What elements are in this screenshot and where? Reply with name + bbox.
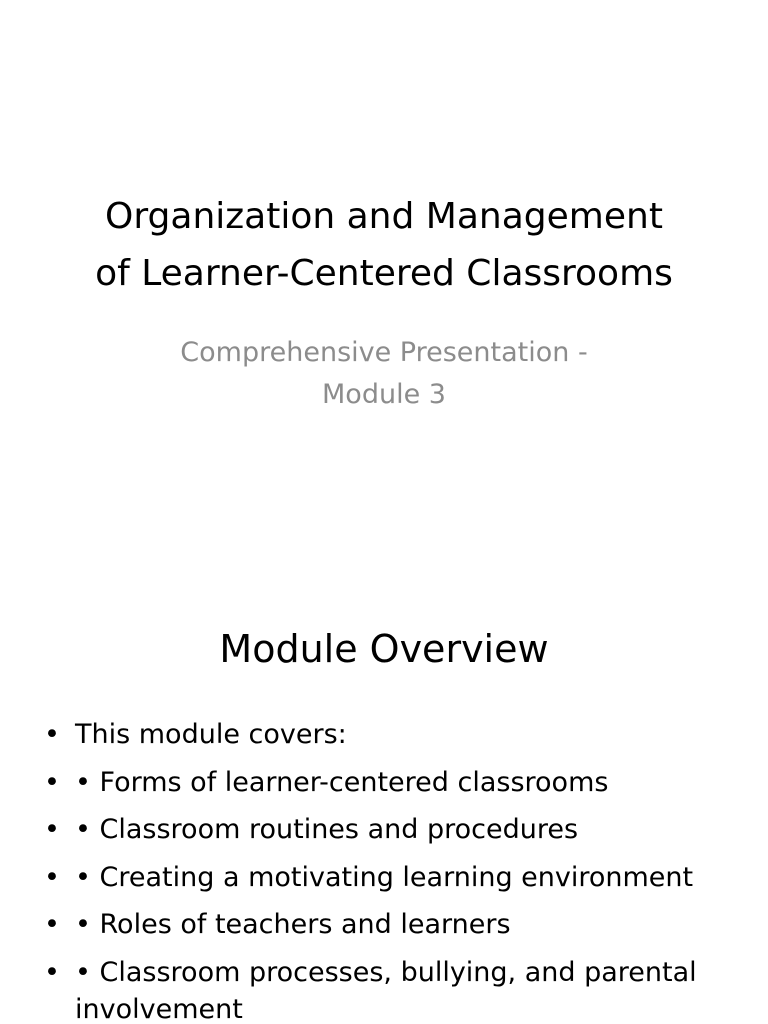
bullet-marker: •: [44, 766, 60, 798]
bullet-marker: •: [44, 814, 60, 845]
list-item-text: • Forms of learner-centered classrooms: [75, 766, 609, 798]
slide-subtitle-line-2: Module 3: [322, 379, 446, 410]
slide-title-line-1: Organization and Management: [105, 196, 663, 237]
bullet-marker: •: [44, 909, 60, 940]
bullet-marker: •: [44, 719, 60, 750]
slide-subtitle-line-1: Comprehensive Presentation -: [180, 337, 588, 368]
bullet-marker: •: [44, 861, 60, 893]
list-item-text: • Classroom processes, bullying, and parental involvement: [75, 956, 697, 1024]
slide-title: [40, 188, 728, 302]
overview-slide: [0, 576, 768, 1024]
slide-title-line-2: of Learner-Centered Classrooms: [95, 253, 673, 294]
list-item: [42, 811, 722, 848]
list-item-text: • Roles of teachers and learners: [75, 909, 511, 940]
overview-bullet-list: [42, 716, 722, 1024]
list-item-text: • Creating a motivating learning environment: [75, 861, 694, 893]
list-item: [42, 764, 722, 801]
list-item: [42, 859, 722, 896]
list-item: [42, 716, 722, 753]
list-item: [42, 954, 722, 1024]
overview-heading: Module Overview: [219, 627, 549, 671]
list-item-text: • Classroom routines and procedures: [75, 814, 579, 845]
list-item-text: This module covers:: [75, 719, 347, 750]
bullet-marker: •: [44, 956, 60, 988]
slide-subtitle: [150, 332, 618, 416]
list-item: [42, 906, 722, 943]
